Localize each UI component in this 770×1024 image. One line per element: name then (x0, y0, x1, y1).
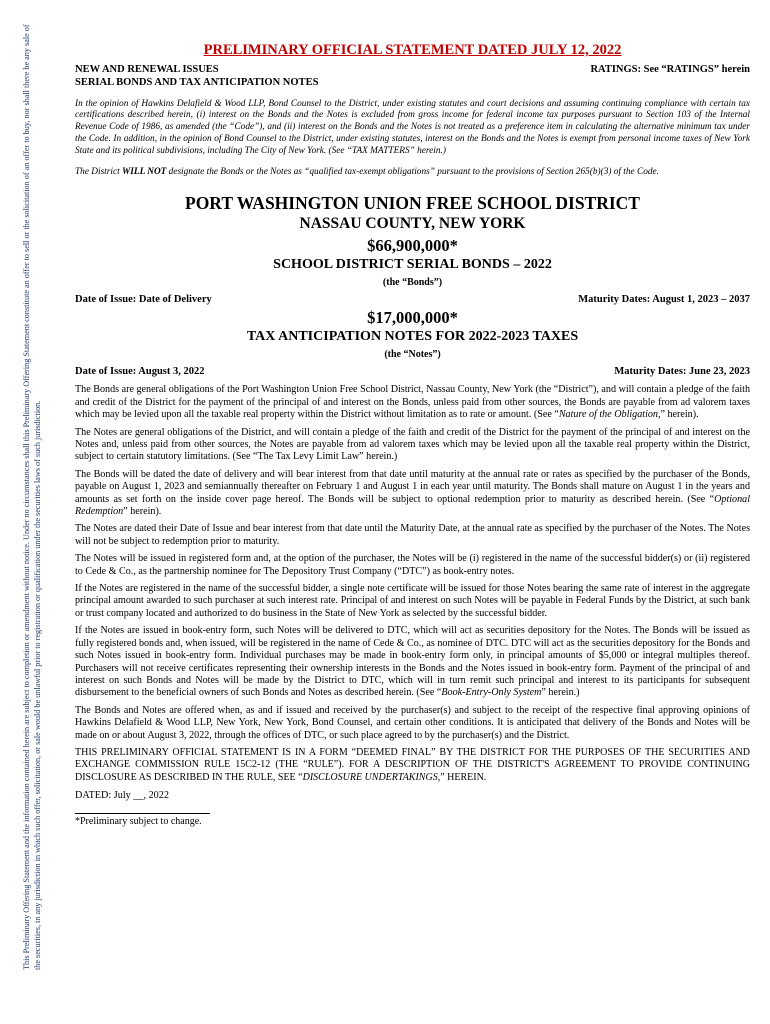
tax-opinion: In the opinion of Hawkins Delafield & Wood LLP, Bond Counsel to the District, under existing statutes and court decisions and assuming continuing compliance with certain tax certifications described herein, (i) interest on the Bonds and the Notes is excluded from gross income for federal income tax purposes pursuant to Section 103 of the Internal Revenue Code of 1986, as amended (the “Code”), and (ii) interest on the Bonds and the Notes is not treated as a preference item in calculating the alternative minimum tax under the Code. In addition, in the opinion of Bond Counsel to the District, under existing statutes, interest on the Bonds and the Notes is exempt from personal income taxes of New York State and its political subdivisions, including The City of New York. (See “TAX MATTERS” herein.) (75, 98, 750, 156)
body-paragraph (75, 384, 750, 421)
county-name: NASSAU COUNTY, NEW YORK (299, 215, 526, 233)
notes-dates-row (75, 365, 750, 378)
bonds-paren: (the “Bonds”) (382, 277, 443, 289)
paragraph-pre: If the Notes are registered in the name of the successful bidder, a single note certificate will be issued for those Notes bearing the same rate of interest in the aggregate principal amount awarded to such purchaser at such interest rate. Principal of and interest on such Notes will be payable in Federal Funds by the District, at such bank or trust company located and authorized to do business in the State of New York as selected by the successful bidder. (75, 583, 750, 619)
paragraph-ital: Nature of the Obligation, (558, 409, 661, 421)
paragraph-pre: The Bonds are general obligations of the Port Washington Union Free School District, Nassau County, New York (the “District”), and will contain a pledge of the faith and credit of the District for the payment of the principal of and interest on the Bonds, unless paid from other sources, the Bonds are payable from ad valorem taxes which may be levied upon all the taxable real property within the District without limitation as to rate or amount. (See “ (75, 384, 750, 421)
paragraph-pre: The Bonds will be dated the date of delivery and will bear interest from that date until maturity at the annual rate or rates as specified by the purchaser of the Bonds, payable on August 1, 2023 and semiannually thereafter on February 1 and August 1 in each year until maturity. The Bonds shall mature on August 1 in the years and amounts as set forth on the inside cover page hereof. The Bonds will be subject to optional redemption prior to maturity as described herein. (See “ (75, 468, 750, 505)
caps-ital: DISCLOSURE UNDERTAKINGS (302, 771, 438, 783)
bonds-date-of-issue: Date of Issue: Date of Delivery (75, 294, 212, 306)
not-designate-post: designate the Bonds or the Notes as “qualified tax-exempt obligations” pursuant to the provisions of Section 265(b)(3) of the Code. (166, 166, 659, 177)
paragraph-pre: The Bonds and Notes are offered when, as and if issued and received by the purchaser(s) and subject to the receipt of the respective final approving opinions of Hawkins Delafield & Wood LLP, New York, New York, Bond Counsel, and certain other conditions. It is anticipated that delivery of the Bonds and Notes will be made on or about August 3, 2022, through the offices of DTC, or such place agreed to by the purchaser(s) and the District. (75, 704, 750, 741)
notes-maturity: Maturity Dates: June 23, 2023 (614, 366, 750, 378)
dated-line: DATED: July __, 2022 (75, 790, 169, 802)
body-paragraph (75, 469, 750, 519)
paragraph-post: ” herein). (660, 409, 699, 421)
caps-pre: THIS PRELIMINARY OFFICIAL STATEMENT IS IN A FORM “DEEMED FINAL” BY THE DISTRICT FOR THE PURPOSES OF THE SECURITIES AND EXCHANGE COMMISSION RULE 15C2-12 (THE “RULE”). FOR A DESCRIPTION OF THE DISTRICT'S AGREEMENT TO PROVIDE CONTINUING DISCLOSURE AS DESCRIBED IN THE RULE, SEE “ (75, 746, 750, 783)
notes-paren: (the “Notes”) (384, 349, 441, 361)
bonds-maturity: Maturity Dates: August 1, 2023 – 2037 (578, 294, 750, 306)
body-paragraph (75, 427, 750, 464)
paragraph-post: ” herein.) (541, 687, 580, 699)
footnote: *Preliminary subject to change. (75, 815, 202, 827)
preliminary-heading: PRELIMINARY OFFICIAL STATEMENT DATED JULY 12, 2022 (203, 42, 622, 58)
bonds-name: SCHOOL DISTRICT SERIAL BONDS – 2022 (273, 257, 552, 273)
body-paragraph (75, 523, 750, 548)
issue-type-line2: SERIAL BONDS AND TAX ANTICIPATION NOTES (75, 76, 319, 88)
paragraph-ital: Optional Redemption (75, 493, 750, 518)
paragraph-pre: The Notes are dated their Date of Issue and bear interest from that date until the Maturity Date, at the annual rate as specified by the purchaser of the Notes. The Notes will not be subject to redemption prior to maturity. (75, 523, 750, 547)
deemed-final-paragraph (75, 747, 750, 784)
ratings-reference: RATINGS: See “RATINGS” herein (590, 63, 750, 75)
footnote-rule (75, 813, 210, 814)
district-name: PORT WASHINGTON UNION FREE SCHOOL DISTRICT (185, 193, 640, 214)
body-paragraph (75, 705, 750, 742)
bonds-dates-row (75, 293, 750, 306)
document-page (75, 44, 750, 828)
paragraph-post: ” herein). (123, 506, 162, 518)
not-designate-statement (75, 167, 750, 179)
sidebar-disclaimer: This Preliminary Offering Statement and the information contained herein are subject to completion or amendment without notice. Under no circumstances shall this Preliminary Offering Statement constitute an offer to sell or the solicitation of an offer to buy, nor shall there be any sale of the securities, in any jurisdiction in which such offer, solicitation, or sale would be unlawful prior to registration or qualification under the securities laws of such jurisdiction. (22, 24, 42, 970)
bonds-amount: $66,900,000* (367, 236, 458, 256)
not-designate-bold: WILL NOT (122, 166, 167, 177)
body-paragraph (75, 583, 750, 620)
issue-ratings-row (75, 63, 750, 76)
not-designate-pre: The District (75, 166, 123, 177)
body-paragraph (75, 553, 750, 578)
paragraph-pre: The Notes are general obligations of the District, and will contain a pledge of the faith and credit of the District for the payment of the principal of and interest on the Notes and, unless paid from other sources, the Notes are payable from ad valorem taxes which may be levied upon all the taxable real property within the District, subject to certain statutory limitations. (See “The Tax Levy Limit Law” herein.) (75, 426, 750, 463)
body-paragraphs (75, 384, 750, 742)
notes-name: TAX ANTICIPATION NOTES FOR 2022-2023 TAXES (246, 329, 579, 345)
paragraph-ital: Book-Entry-Only System (441, 687, 542, 699)
paragraph-pre: The Notes will be issued in registered form and, at the option of the purchaser, the Notes will be (i) registered in the name of the successful bidder(s) or (ii) registered to Cede & Co., as the partnership nominee for The Depository Trust Company (“DTC”) as book-entry notes. (75, 553, 750, 577)
issue-type-line1: NEW AND RENEWAL ISSUES (75, 63, 219, 75)
caps-post: ,” HEREIN. (437, 771, 487, 783)
notes-date-of-issue: Date of Issue: August 3, 2022 (75, 366, 205, 378)
body-paragraph (75, 625, 750, 699)
paragraph-pre: If the Notes are issued in book-entry form, such Notes will be delivered to DTC, which will act as securities depository for the Notes. The Bonds will be issued as fully registered bonds and, when issued, will be registered in the name of Cede & Co., as nominee of DTC. DTC will act as the securities depository for the Bonds and such Notes issued in book-entry form. Individual purchases may be made in book-entry form only, in principal amounts of $5,000 or integral multiples thereof. Purchasers will not receive certificates representing their ownership interests in the Bonds and the Notes issued in book-entry form. Payment of the principal of and interest on such Bonds and Notes will be made by the District to DTC, which will in turn remit such principal and interest to its participants for subsequent disbursement to the beneficial owners of such Bonds and Notes as described herein. (See “ (75, 625, 750, 699)
notes-amount: $17,000,000* (367, 308, 458, 328)
